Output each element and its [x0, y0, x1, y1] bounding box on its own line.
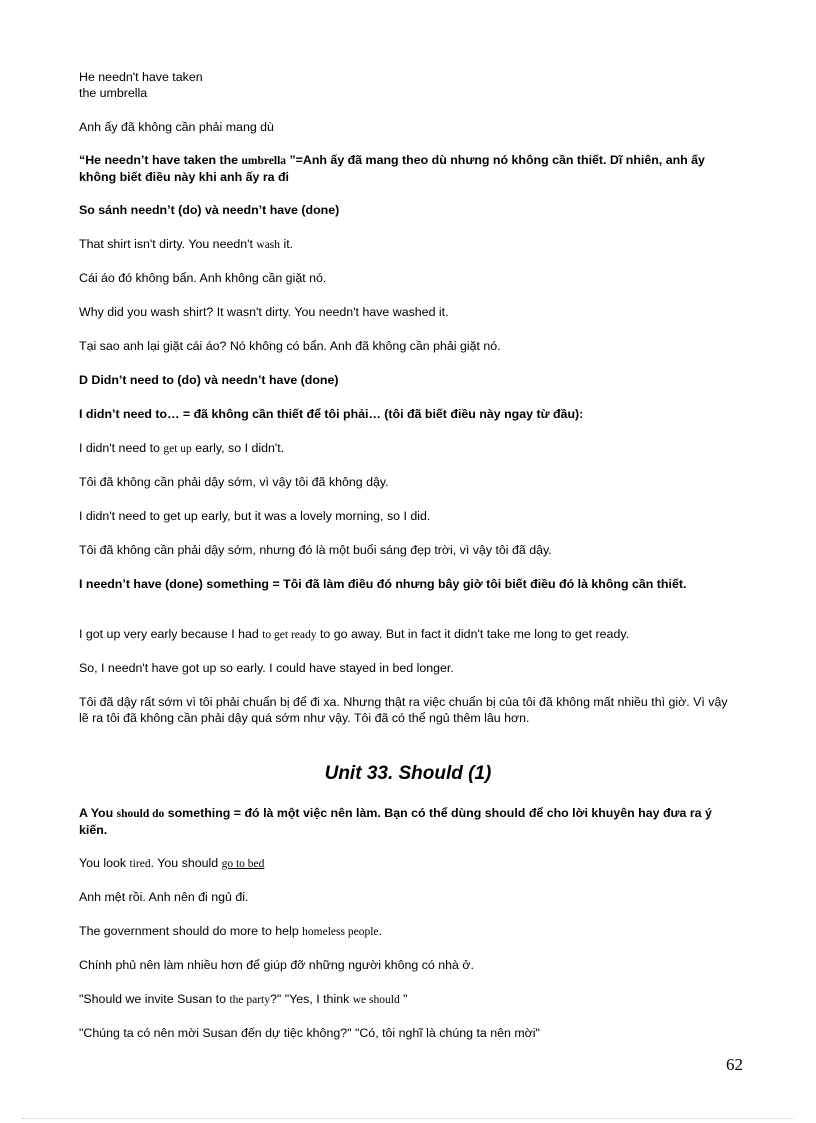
word-get-ready: to get ready — [262, 629, 317, 641]
text-segment: " — [399, 992, 408, 1006]
word-wash: wash — [256, 239, 281, 251]
example-shirt — [79, 236, 734, 253]
rule-didnt-need: I didn’t need to… = đã không cần thiết để tôi phải… (tôi đã biết điều này ngay từ đầu): — [79, 407, 584, 421]
text-segment: A You — [79, 806, 117, 820]
example-get-ready — [79, 626, 734, 643]
text-segment: it. — [280, 237, 294, 251]
example-line-1a: He needn't have taken — [79, 70, 203, 84]
rule-neednt-have: I needn’t have (done) something = Tôi đã làm điều đó nhưng bây giờ tôi biết điều đó là không cần thiết. — [79, 577, 687, 591]
translation-susan: "Chúng ta có nên mời Susan đến dự tiệc không?" "Có, tôi nghĩ là chúng ta nên mời" — [79, 1026, 540, 1040]
word-we-should: we should — [352, 994, 400, 1006]
text-segment: "Should we invite Susan to — [79, 992, 230, 1006]
example-washed: Why did you wash shirt? It wasn't dirty. You needn't have washed it. — [79, 305, 449, 319]
example-susan — [79, 991, 734, 1008]
text-segment: . — [378, 924, 382, 938]
text-segment: You look — [79, 856, 130, 870]
text-segment: something = đó là một việc nên làm. Bạn có thể dùng should để cho lời khuyên hay đưa ra ý kiến. — [79, 806, 712, 837]
page-bottom-divider — [22, 1118, 794, 1119]
text-segment: That shirt isn't dirty. You needn't — [79, 237, 257, 251]
text-segment: to go away. But in fact it didn't take me long to get ready. — [316, 627, 630, 641]
word-get-up: get up — [163, 443, 192, 455]
unit-title: Unit 33. Should (1) — [324, 763, 492, 784]
example-tired — [79, 855, 734, 872]
translation-lovely-morning: Tôi đã không cần phải dậy sớm, nhưng đó là một buổi sáng đẹp trời, vì vậy tôi đã dậy. — [79, 543, 552, 557]
word-homeless-people: homeless people — [302, 926, 379, 938]
translation-tired: Anh mệt rồi. Anh nên đi ngủ đi. — [79, 890, 249, 904]
translation-shirt: Cái áo đó không bẩn. Anh không cần giặt nó. — [79, 271, 327, 285]
translation-line-1: Anh ấy đã không cần phải mang dù — [79, 120, 274, 134]
heading-compare: So sánh needn’t (do) và needn’t have (done) — [79, 203, 340, 217]
example-stayed-in-bed: So, I needn't have got up so early. I could have stayed in bed longer. — [79, 661, 454, 675]
translation-government: Chính phủ nên làm nhiều hơn để giúp đỡ những người không có nhà ở. — [79, 958, 474, 972]
translation-washed: Tại sao anh lại giặt cái áo? Nó không có bẩn. Anh đã không cần phải giặt nó. — [79, 339, 501, 353]
text-segment: “He needn’t have taken the — [79, 153, 242, 167]
translation-get-ready: Tôi đã dậy rất sớm vì tôi phải chuẩn bị để đi xa. Nhưng thật ra việc chuẩn bị của tôi đã không mất nhiều thì giờ. Vì vậy lẽ ra tôi đã không cần phải dậy quá sớm như vậy. Tôi đã có thể ngủ thêm lâu hơn. — [79, 695, 728, 725]
word-the-party: the party — [229, 994, 270, 1006]
example-line-1b: the umbrella — [79, 86, 148, 100]
word-umbrella: umbrella — [241, 155, 287, 167]
text-segment: ”=Anh ấy đã mang theo dù nhưng nó không cần thiết. Dĩ nhiên, anh ấy không biết điều này khi anh ấy ra đi — [79, 153, 705, 184]
example-government — [79, 923, 734, 940]
explanation-umbrella — [79, 152, 734, 185]
word-go-to-bed: go to bed — [221, 858, 265, 870]
page-number: 62 — [726, 1055, 743, 1074]
text-segment: The government should do more to help — [79, 924, 303, 938]
text-segment: I didn't need to — [79, 441, 164, 455]
heading-section-d: D Didn’t need to (do) và needn’t have (done) — [79, 373, 339, 387]
rule-should — [79, 805, 734, 838]
word-should-do: should do — [116, 808, 165, 820]
example-get-up — [79, 440, 734, 457]
text-segment: . You should — [150, 856, 222, 870]
text-segment: I got up very early because I had — [79, 627, 263, 641]
text-segment: early, so I didn't. — [191, 441, 285, 455]
example-lovely-morning: I didn't need to get up early, but it was a lovely morning, so I did. — [79, 509, 431, 523]
word-tired: tired — [129, 858, 151, 870]
text-segment: ?" "Yes, I think — [270, 992, 353, 1006]
translation-get-up: Tôi đã không cần phải dậy sớm, vì vậy tôi đã không dậy. — [79, 475, 389, 489]
